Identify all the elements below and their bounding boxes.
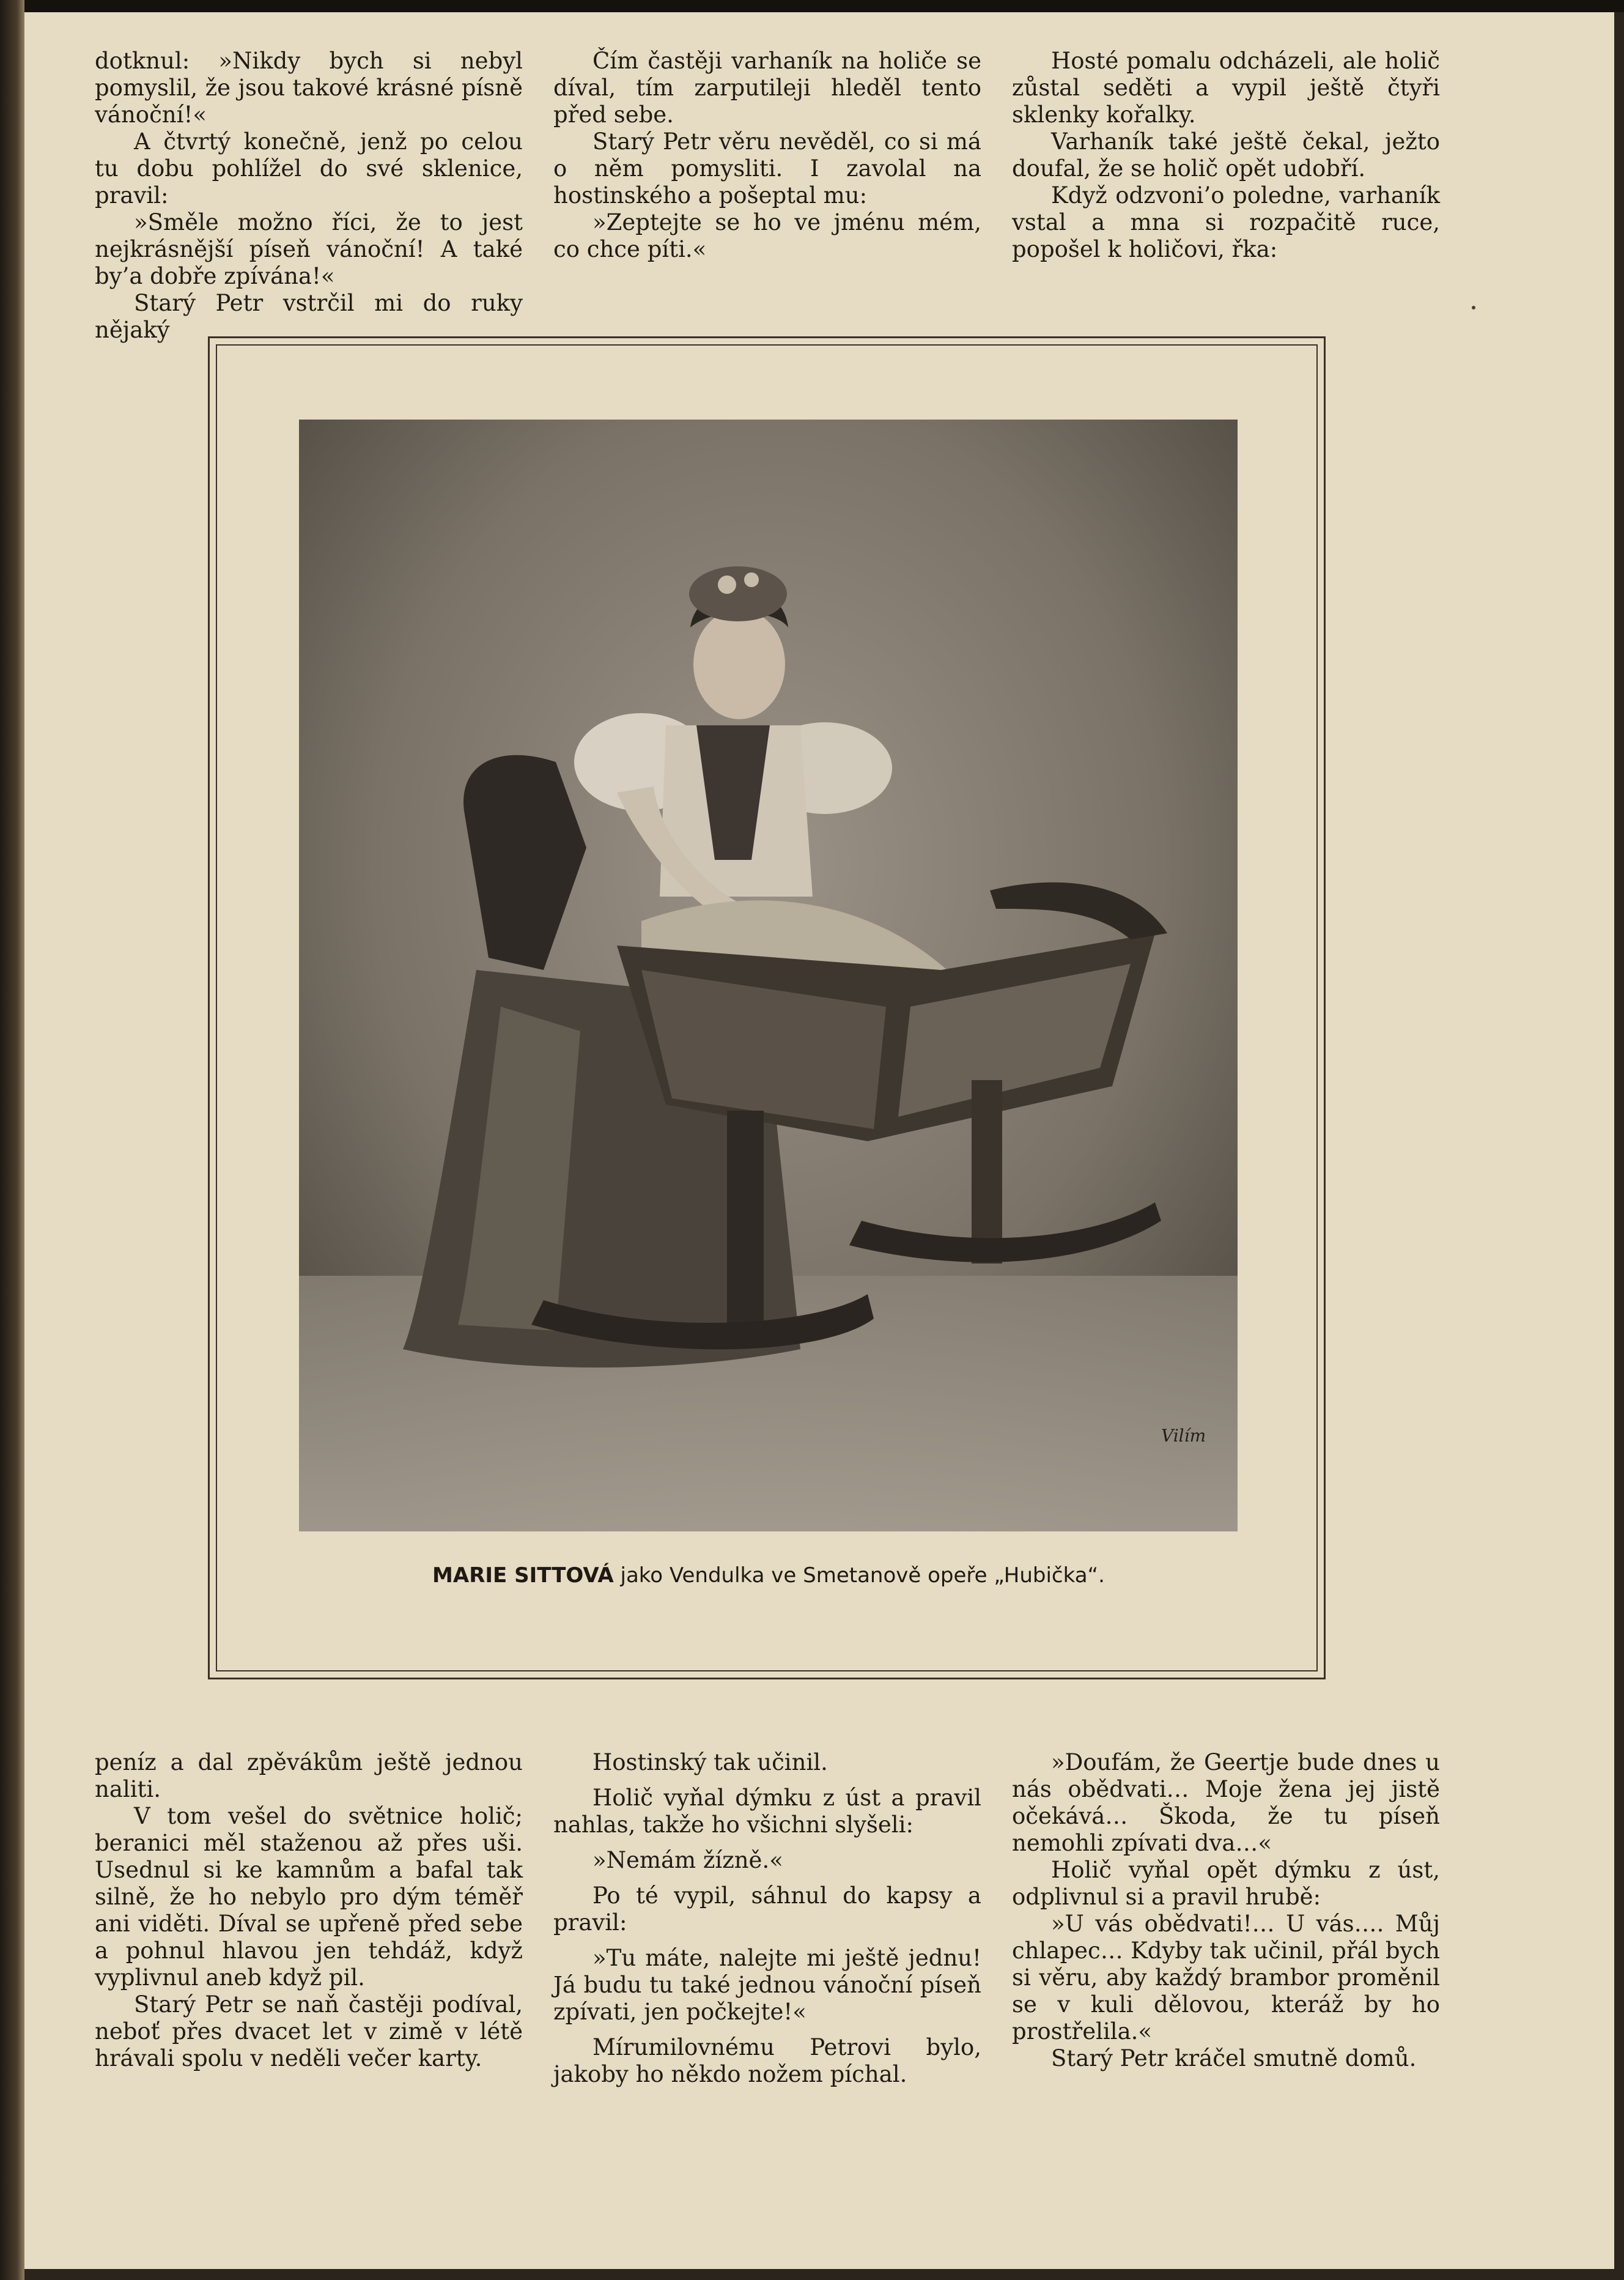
paragraph: peníz a dal zpěvákům ještě jednou naliti. <box>95 1749 523 1802</box>
caption-name: MARIE SITTOVÁ <box>432 1563 614 1588</box>
bottom-column-2 <box>553 1749 981 2088</box>
figure-caption <box>210 1563 1327 1588</box>
paragraph: Čím častěji varhaník na holiče se díval, tím zarputileji hleděl tento před sebe. <box>553 48 981 128</box>
paragraph: »Zeptejte se ho ve jménu mém, co chce píti.« <box>553 209 981 262</box>
scan-top-edge <box>0 0 1624 12</box>
paragraph: Starý Petr kráčel smutně domů. <box>1051 2045 1417 2071</box>
paragraph: V tom vešel do světnice holič; beranici měl staženou až přes uši. Usednul si ke kamnům a bafal tak silně, že ho nebylo pro dým téměř ani viděti. Díval se upřeně před sebe a pohnul hlavou jen tehdáž, když vyplivnul aneb když pil. <box>95 1803 523 1991</box>
paragraph: »Nemám žízně.« <box>592 1847 783 1873</box>
paragraph: Holič vyňal opět dýmku z úst, odplivnul si a pravil hrubě: <box>1012 1857 1440 1910</box>
portrait-photograph <box>299 420 1238 1531</box>
top-column-1 <box>95 48 523 344</box>
paragraph: Varhaník také ještě čekal, ježto doufal, že se holič opět udobří. <box>1012 128 1440 182</box>
paragraph: Starý Petr se naň častěji podíval, neboť přes dvacet let v zimě v létě hrávali spolu v neděli večer karty. <box>95 1991 523 2071</box>
photo-illustration <box>299 420 1238 1531</box>
paragraph: Starý Petr věru nevěděl, co si má o něm pomysliti. I zavolal na hostinského a pošeptal mu: <box>553 128 981 209</box>
bottom-column-1 <box>95 1749 523 2072</box>
paragraph: Mírumilovnému Petrovi bylo, jakoby ho někdo nožem píchal. <box>553 2034 981 2087</box>
paragraph: dotknul: »Nikdy bych si nebyl pomyslil, že jsou takové krásné písně vánoční!« <box>95 48 523 128</box>
bottom-column-3 <box>1012 1749 1440 2072</box>
paragraph: Starý Petr vstrčil mi do ruky nějaký <box>95 290 523 343</box>
paragraph: Hosté pomalu odcházeli, ale holič zůstal seděti a vypil ještě čtyři sklenky kořalky. <box>1012 48 1440 128</box>
figure-frame <box>208 336 1326 1679</box>
paragraph: Když odzvoni’o poledne, varhaník vstal a mna si rozpačitě ruce, popošel k holičovi, řka: <box>1012 182 1440 262</box>
top-column-2 <box>553 48 981 263</box>
paragraph: »Směle možno říci, že to jest nejkrásnější píseň vánoční! A také by’a dobře zpívána!« <box>95 209 523 289</box>
paragraph: A čtvrtý konečně, jenž po celou tu dobu pohlížel do své sklenice, pravil: <box>95 128 523 209</box>
caption-text: jako Vendulka ve Smetanově opeře „Hubička“. <box>613 1563 1105 1588</box>
paragraph: Holič vyňal dýmku z úst a pravil nahlas, takže ho všichni slyšeli: <box>553 1785 981 1838</box>
paragraph: Po té vypil, sáhnul do kapsy a pravil: <box>553 1882 981 1936</box>
ink-speck <box>1472 306 1475 309</box>
book-gutter <box>0 0 24 2280</box>
paragraph: »U vás obědvati!… U vás…. Můj chlapec… Kdyby tak učinil, přál bych si věru, aby každý brambor proměnil se v kuli dělovou, kteráž by ho prostřelila.« <box>1012 1911 1440 2045</box>
photographer-signature: Vilím <box>1161 1426 1206 1446</box>
paragraph: »Doufám, že Geertje bude dnes u nás obědvati… Moje žena jej jistě očekává… Škoda, že tu píseň nemohli zpívati dva…« <box>1012 1749 1440 1856</box>
top-column-3 <box>1012 48 1440 263</box>
paragraph: »Tu máte, nalejte mi ještě jednu! Já budu tu také jednou vánoční píseň zpívati, jen počkejte!« <box>553 1945 981 2025</box>
paragraph: Hostinský tak učinil. <box>592 1749 828 1775</box>
